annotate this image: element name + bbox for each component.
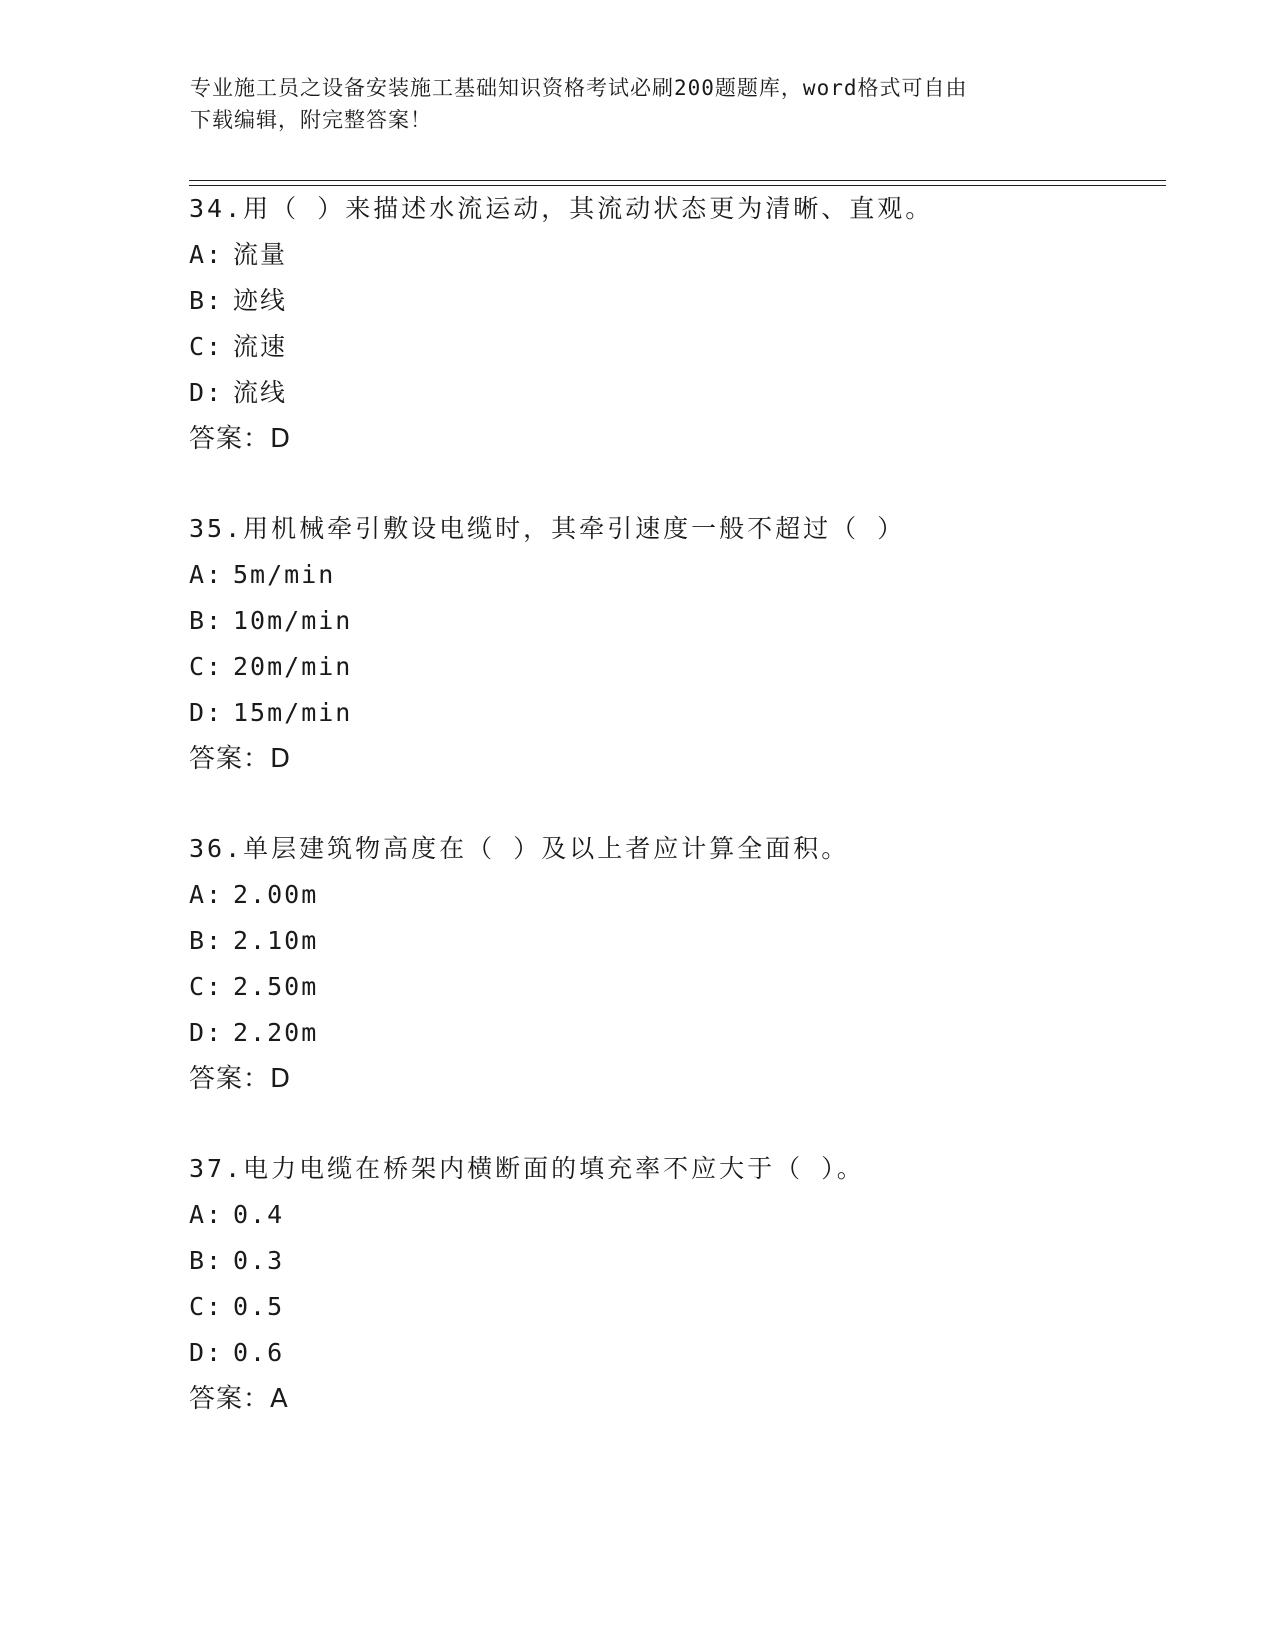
option-text: 流速: [233, 332, 288, 361]
option-text: 15m/min: [233, 698, 353, 727]
option-b: [189, 918, 849, 964]
option-d: [189, 690, 905, 736]
question-block-37: [189, 1146, 865, 1422]
option-text: 迹线: [233, 286, 288, 315]
option-label: D:: [189, 1018, 224, 1047]
option-label: B:: [189, 606, 224, 635]
option-b: [189, 598, 905, 644]
header-divider-top: [189, 180, 1166, 181]
option-label: C:: [189, 1292, 224, 1321]
option-label: B:: [189, 926, 224, 955]
option-text: 0.3: [233, 1246, 285, 1275]
option-label: C:: [189, 332, 224, 361]
option-label: A:: [189, 240, 224, 269]
answer-line: 答案：D: [189, 424, 292, 454]
option-text: 流线: [233, 378, 288, 407]
option-text: 2.10m: [233, 926, 319, 955]
option-label: B:: [189, 1246, 224, 1275]
option-a: [189, 552, 905, 598]
option-text: 流量: [233, 240, 288, 269]
option-label: A:: [189, 880, 224, 909]
option-b: [189, 278, 933, 324]
option-label: D:: [189, 698, 224, 727]
answer-line: 答案：A: [189, 1384, 289, 1414]
option-text: 0.6: [233, 1338, 285, 1367]
question-stem: 35.用机械牵引敷设电缆时，其牵引速度一般不超过（ ）: [189, 514, 906, 543]
header-line-1: 专业施工员之设备安装施工基础知识资格考试必刷200题题库，word格式可自由: [190, 76, 968, 100]
option-b: [189, 1238, 865, 1284]
answer-line: 答案：D: [189, 1064, 292, 1094]
option-text: 2.00m: [233, 880, 319, 909]
option-a: [189, 1192, 865, 1238]
option-label: A:: [189, 1200, 224, 1229]
document-header: [190, 72, 1090, 136]
question-block-35: [189, 506, 905, 782]
option-label: C:: [189, 972, 224, 1001]
option-c: [189, 644, 905, 690]
question-block-34: [189, 186, 933, 462]
option-c: [189, 964, 849, 1010]
option-label: D:: [189, 378, 224, 407]
option-label: C:: [189, 652, 224, 681]
question-stem: 36.单层建筑物高度在（ ）及以上者应计算全面积。: [189, 834, 850, 863]
header-line-2: 下载编辑，附完整答案！: [190, 108, 432, 132]
option-d: [189, 1010, 849, 1056]
option-a: [189, 232, 933, 278]
question-stem: 37.电力电缆在桥架内横断面的填充率不应大于（ ）。: [189, 1154, 865, 1183]
option-d: [189, 1330, 865, 1376]
option-text: 5m/min: [233, 560, 336, 589]
option-text: 0.5: [233, 1292, 285, 1321]
option-text: 10m/min: [233, 606, 353, 635]
option-c: [189, 1284, 865, 1330]
option-text: 20m/min: [233, 652, 353, 681]
option-c: [189, 324, 933, 370]
option-d: [189, 370, 933, 416]
option-text: 2.50m: [233, 972, 319, 1001]
question-block-36: [189, 826, 849, 1102]
option-a: [189, 872, 849, 918]
option-label: A:: [189, 560, 224, 589]
option-label: D:: [189, 1338, 224, 1367]
answer-line: 答案：D: [189, 744, 292, 774]
question-stem: 34.用（ ）来描述水流运动，其流动状态更为清晰、直观。: [189, 194, 934, 223]
option-text: 0.4: [233, 1200, 285, 1229]
option-label: B:: [189, 286, 224, 315]
option-text: 2.20m: [233, 1018, 319, 1047]
